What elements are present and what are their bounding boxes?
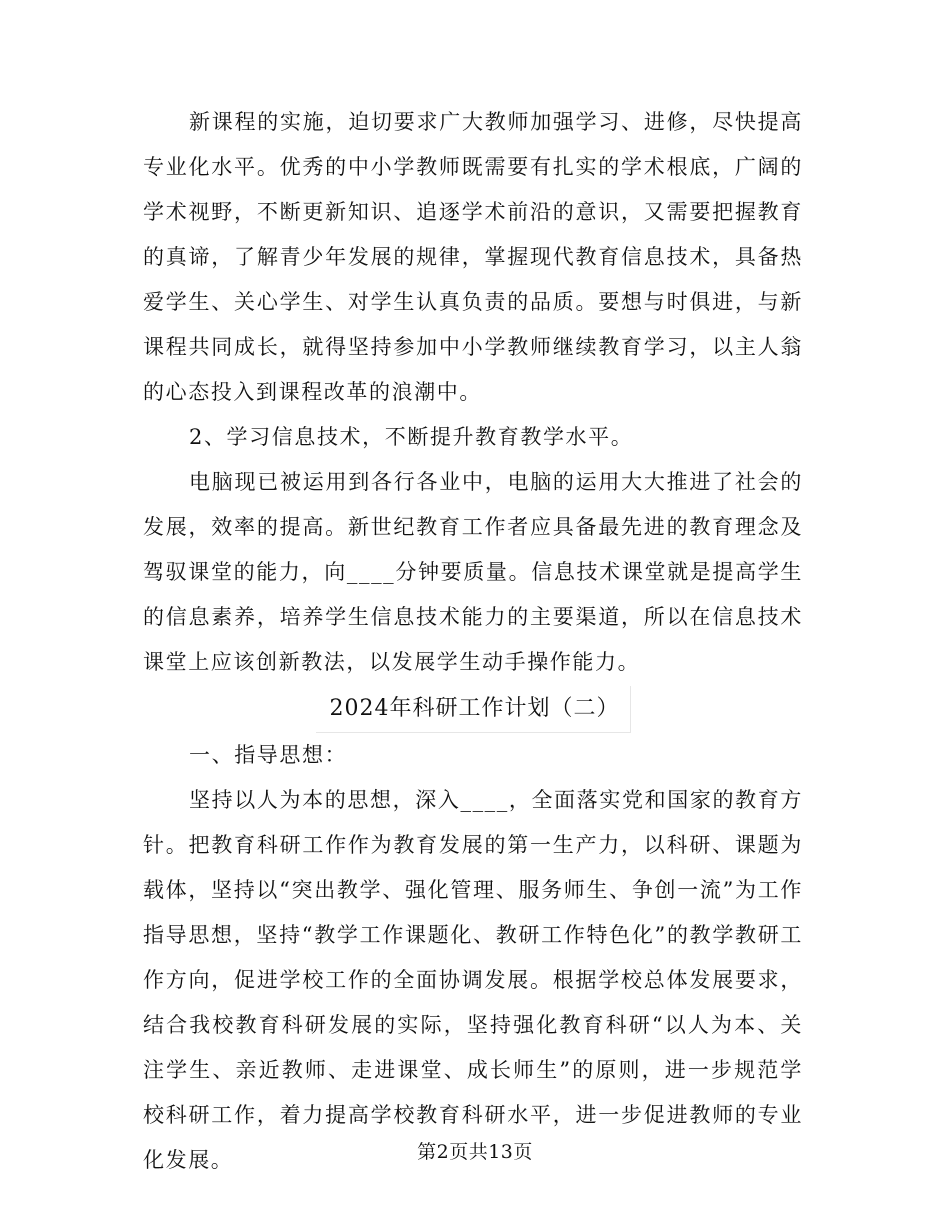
page-number-footer: 第2页共13页 [417, 1141, 533, 1163]
paragraph-computer-usage: 电脑现已被运用到各行各业中，电脑的运用大大推进了社会的发展，效率的提高。新世纪教育工作者应具备最先进的教育理念及驾驭课堂的能力，向____分钟要质量。信息技术课堂就是提高学生的信息素养，培养学生信息技术能力的主要渠道，所以在信息技术课堂上应该创新教法，以发展学生动手操作能力。 [143, 470, 803, 674]
subheading-guiding-ideology: 一、指导思想： [189, 743, 348, 767]
document-body [143, 100, 803, 1183]
paragraph-continuing-education: 新课程的实施，迫切要求广大教师加强学习、进修，尽快提高专业化水平。优秀的中小学教师既需要有扎实的学术根底，广阔的学术视野，不断更新知识、追逐学术前沿的意识，又需要把握教育的真谛，了解青少年发展的规律，掌握现代教育信息技术，具备热爱学生、关心学生、对学生认真负责的品质。要想与时俱进，与新课程共同成长，就得坚持参加中小学教师继续教育学习，以主人翁的心态投入到课程改革的浪潮中。 [143, 110, 803, 404]
section-title-text: 2024年科研工作计划（二） [316, 686, 631, 733]
paragraph-guiding-ideology: 坚持以人为本的思想，深入____，全面落实党和国家的教育方针。把教育科研工作作为教育发展的第一生产力，以科研、课题为载体，坚持以“突出教学、强化管理、服务师生、争创一流”为工作指导思想，坚持“教学工作课题化、教研工作特色化”的教学教研工作方向，促进学校工作的全面协调发展。根据学校总体发展要求，结合我校教育科研发展的实际，坚持强化教育科研“以人为本、关注学生、亲近教师、走进课堂、成长师生”的原则，进一步规范学校科研工作，着力提高学校教育科研水平，进一步促进教师的专业化发展。 [143, 788, 803, 1172]
subheading-information-technology: 2、学习信息技术，不断提升教育教学水平。 [189, 425, 634, 449]
section-title [143, 685, 803, 733]
